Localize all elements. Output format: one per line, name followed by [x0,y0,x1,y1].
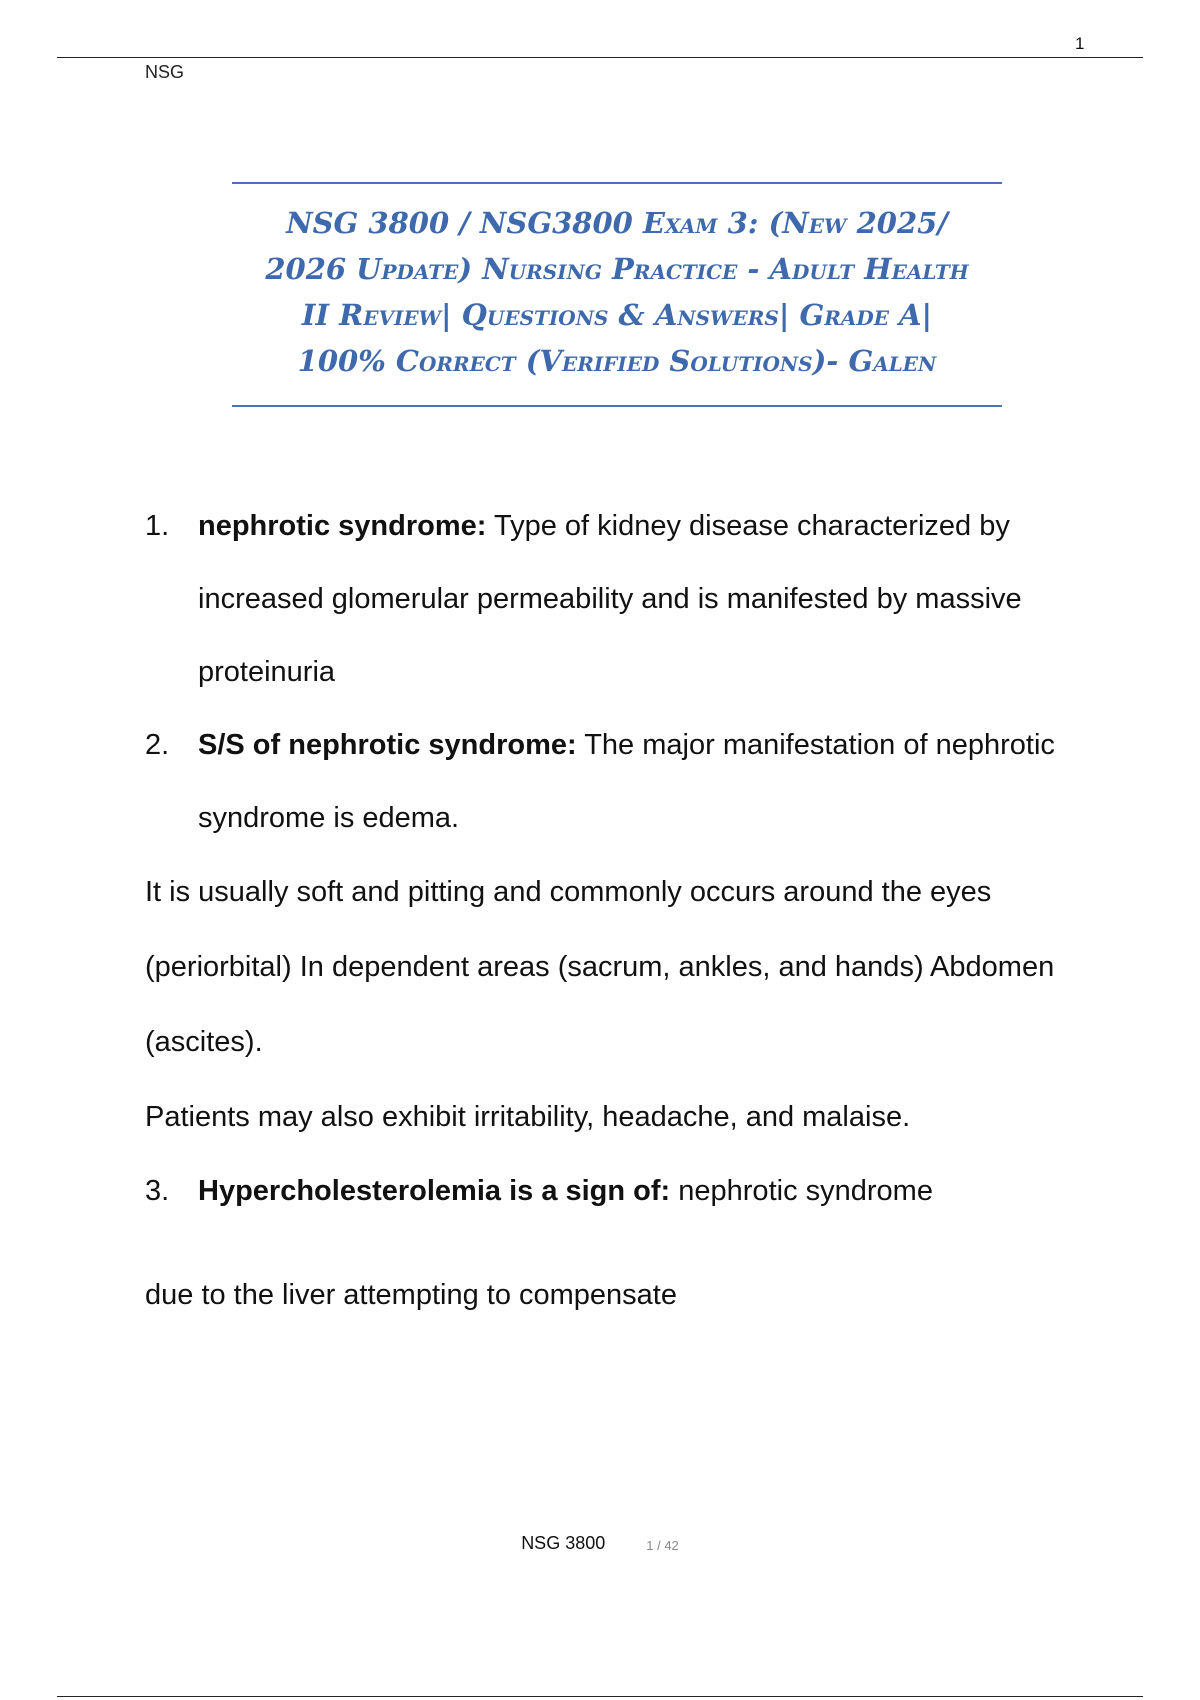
title-line-3: II Review| Questions & Answers| Grade A| [301,298,933,332]
qa-item-term: nephrotic syndrome: [198,510,487,542]
header-page-number: 1 [1075,34,1085,53]
document-title [232,200,1002,384]
page-footer [0,1533,1200,1554]
title-rule-top [232,182,1002,184]
qa-item-number: 1. [145,510,170,542]
qa-item-2 [145,709,1085,855]
paragraph-other-symptoms: Patients may also exhibit irritability, headache, and malaise. [145,1101,911,1133]
paragraph-liver-note: due to the liver attempting to compensate [145,1279,677,1311]
qa-item-number: 2. [145,729,170,761]
title-line-2: 2026 Update) Nursing Practice - Adult Health [265,252,969,286]
qa-item-definition: nephrotic syndrome [678,1175,933,1207]
header-label: NSG [145,62,185,82]
title-line-4: 100% Correct (Verified Solutions)- Galen [297,344,937,378]
qa-item-definition: Type of kidney disease characterized by increased glomerular permeability and is manifested by massive proteinuria [198,510,1022,688]
qa-item-number: 3. [145,1175,170,1207]
qa-item-1 [145,490,1085,709]
footer-page-indicator: 1 / 42 [646,1538,679,1553]
footer-rule [57,1696,1143,1697]
qa-item-definition: The major manifestation of nephrotic syndrome is edema. [198,729,1055,834]
footer-label: NSG 3800 [521,1533,606,1553]
title-rule-bottom [232,405,1002,407]
header-rule [57,57,1143,58]
title-line-1: NSG 3800 / NSG3800 Exam 3: (New 2025/ [286,206,948,240]
qa-item-3 [145,1155,1085,1228]
qa-item-term: Hypercholesterolemia is a sign of: [198,1175,671,1207]
qa-item-term: S/S of nephrotic syndrome: [198,729,577,761]
document-body [145,490,1085,1333]
paragraph-edema-detail: It is usually soft and pitting and commonly occurs around the eyes (periorbital) In dependent areas (sacrum, ankles, and hands) Abdomen (ascites). [145,876,1055,1058]
